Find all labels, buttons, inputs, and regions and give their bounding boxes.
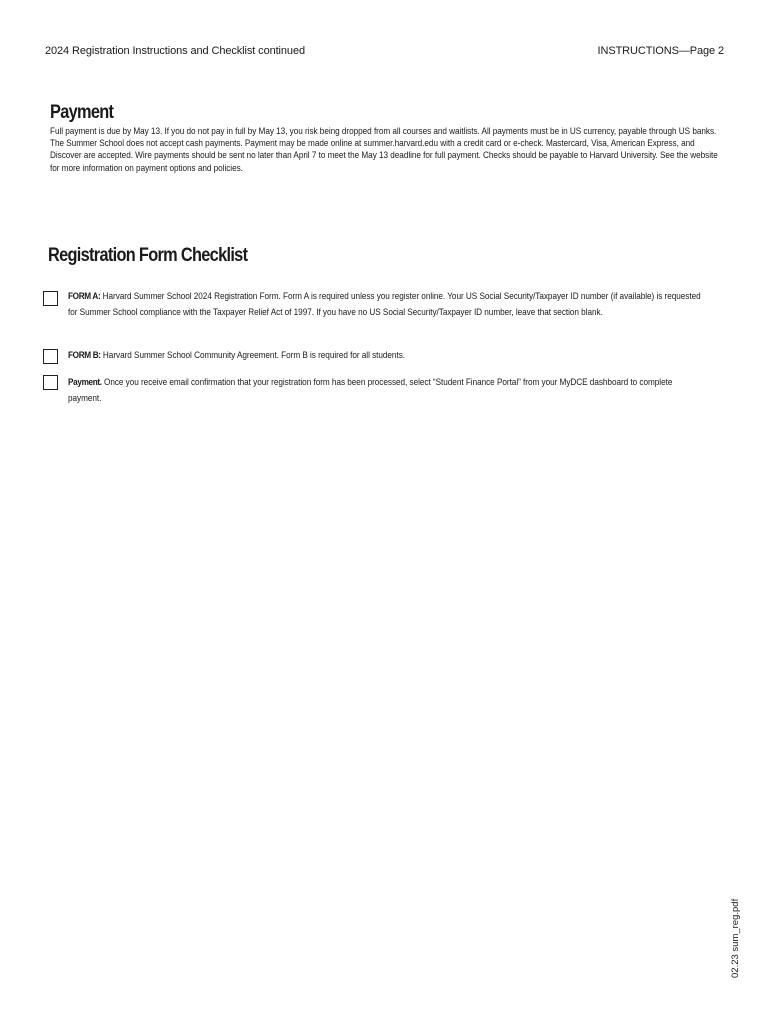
payment-checkbox[interactable] [43,375,58,390]
document-code: 02.23 sum_reg.pdf [730,898,741,978]
checklist-heading: Registration Form Checklist [48,245,248,266]
form-b-checkbox[interactable] [43,349,58,364]
checklist-item-form-b [68,348,705,364]
payment-heading: Payment [50,102,114,123]
form-b-label: FORM B: [68,350,101,361]
header-running-title: 2024 Registration Instructions and Checklist continued [45,45,305,57]
form-a-checkbox[interactable] [43,291,58,306]
checklist-item-form-a [68,289,705,321]
form-a-label: FORM A: [68,291,101,302]
checklist-item-payment [68,375,705,407]
payment-item-description: Once you receive email confirmation that your registration form has been processed, select “Student Finance Portal” from your MyDCE dashboard to complete payment. [68,377,673,404]
form-b-description: Harvard Summer School Community Agreement. Form B is required for all students. [100,350,405,361]
header-page-label: INSTRUCTIONS—Page 2 [597,45,724,57]
payment-paragraph: Full payment is due by May 13. If you do not pay in full by May 13, you risk being dropped from all courses and waitlists. All payments must be in US currency, payable through US banks. The Summer School does not accept cash payments. Payment may be made online at summer.harvard.edu with a credit card or e-check. Mastercard, Visa, American Express, and Discover are accepted. Wire payments should be sent no later than April 7 to meet the May 13 deadline for full payment. Checks should be payable to Harvard University. See the website for more information on payment options and policies. [50,126,718,174]
payment-item-label: Payment. [68,377,102,388]
form-a-description: Harvard Summer School 2024 Registration Form. Form A is required unless you register online. Your US Social Security/Taxpayer ID number (if available) is requested for Summer School compliance with the Taxpayer Relief Act of 1997. If you have no US Social Security/Taxpayer ID number, leave that section blank. [68,291,701,318]
